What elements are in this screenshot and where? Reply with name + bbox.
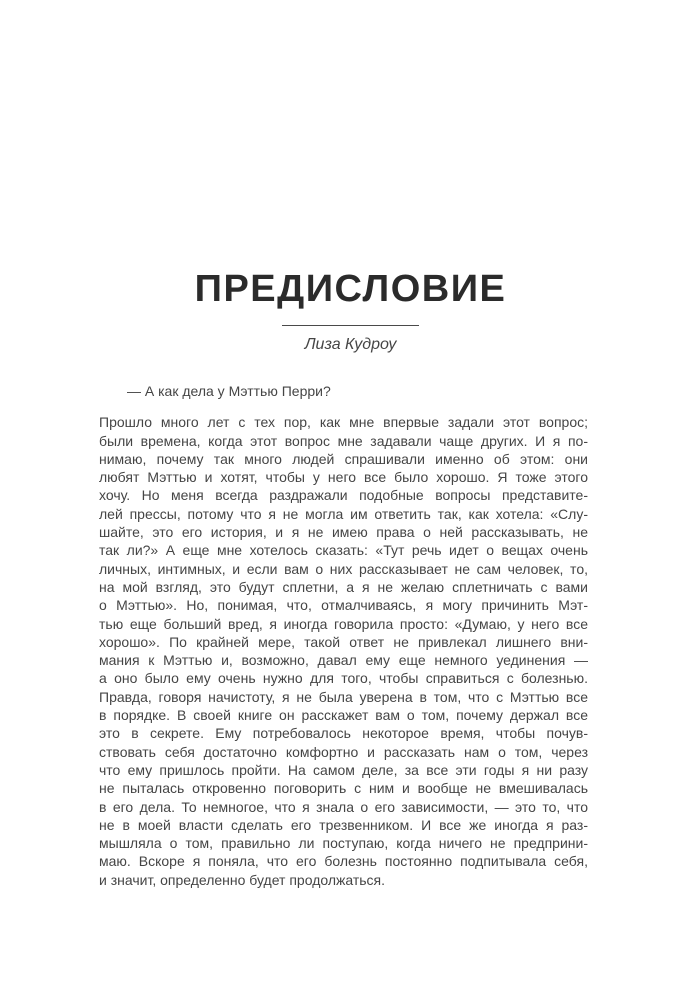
paragraph-line: не в моей власти сделать его трезвенником. И все же иногда я раз-	[99, 816, 588, 833]
paragraph-line: так ли?» А еще мне хотелось сказать: «Тут речь идет о вещах очень	[99, 542, 588, 559]
paragraph-line: не пыталась откровенно поговорить с ним и вообще не вмешивалась	[99, 780, 588, 797]
paragraph-line: нимаю, почему так много людей спрашивали именно об этом: они	[99, 450, 588, 467]
paragraph-line: в порядке. В своей книге он расскажет вам о том, почему держал все	[99, 707, 588, 724]
paragraph-line: Прошло много лет с тех пор, как мне впервые задали этот вопрос;	[99, 414, 588, 431]
chapter-body	[99, 382, 588, 889]
paragraph-line: мышляла о том, правильно ли поступаю, когда ничего не предприни-	[99, 835, 588, 852]
paragraph	[99, 413, 588, 889]
title-divider	[282, 325, 419, 326]
chapter-header	[106, 270, 595, 354]
paragraph-line: в его дела. То немногое, что я знала о его зависимости, — это то, что	[99, 798, 588, 815]
dialogue-line: — А как дела у Мэттью Перри?	[127, 383, 331, 399]
paragraph-line: маю. Вскоре я поняла, что его болезнь постоянно подпитывала себя,	[99, 853, 588, 870]
paragraph-line: на мой взгляд, это будут сплетни, а я не желаю сплетничать с вами	[99, 578, 588, 595]
paragraph-line: были времена, когда этот вопрос мне задавали чаще других. И я по-	[99, 432, 588, 449]
paragraph-line: хочу. Но меня всегда раздражали подобные вопросы представите-	[99, 487, 588, 504]
paragraph-line: хорошо». По крайней мере, такой ответ не привлекал лишнего вни-	[99, 633, 588, 650]
paragraph-line: любят Мэттью и хотят, чтобы у него все было хорошо. Я тоже этого	[99, 469, 588, 486]
paragraph-line: а оно было ему очень нужно для того, чтобы справиться с болезнью.	[99, 670, 588, 687]
chapter-author: Лиза Кудроу	[304, 336, 397, 353]
chapter-title: ПРЕДИСЛОВИЕ	[194, 268, 507, 310]
paragraph-line: шайте, это его история, и я не имею права о ней рассказывать, не	[99, 524, 588, 541]
paragraph-line: ствовать себя достаточно комфортно и рассказать нам о том, через	[99, 743, 588, 760]
paragraph-line: личных, интимных, и если вам о них рассказывает не сам человек, то,	[99, 560, 588, 577]
paragraph-line: и значит, определенно будет продолжаться.	[99, 871, 386, 888]
paragraph-line: мания к Мэттью и, возможно, давал ему еще немного уединения —	[99, 652, 588, 669]
paragraph-line: это в секрете. Ему потребовалось некоторое время, чтобы почув-	[99, 725, 588, 742]
paragraph-line: что ему пришлось пройти. На самом деле, за все эти годы я ни разу	[99, 761, 588, 778]
paragraph-line: о Мэттью». Но, понимая, что, отмалчиваясь, я могу причинить Мэт-	[99, 597, 588, 614]
paragraph-line: Правда, говоря начистоту, я не была уверена в том, что с Мэттью все	[99, 688, 588, 705]
paragraph-line: лей прессы, потому что я не могла им ответить так, как хотела: «Слу-	[99, 505, 588, 522]
paragraph-line: тью еще больший вред, я иногда говорила просто: «Думаю, у него все	[99, 615, 588, 632]
